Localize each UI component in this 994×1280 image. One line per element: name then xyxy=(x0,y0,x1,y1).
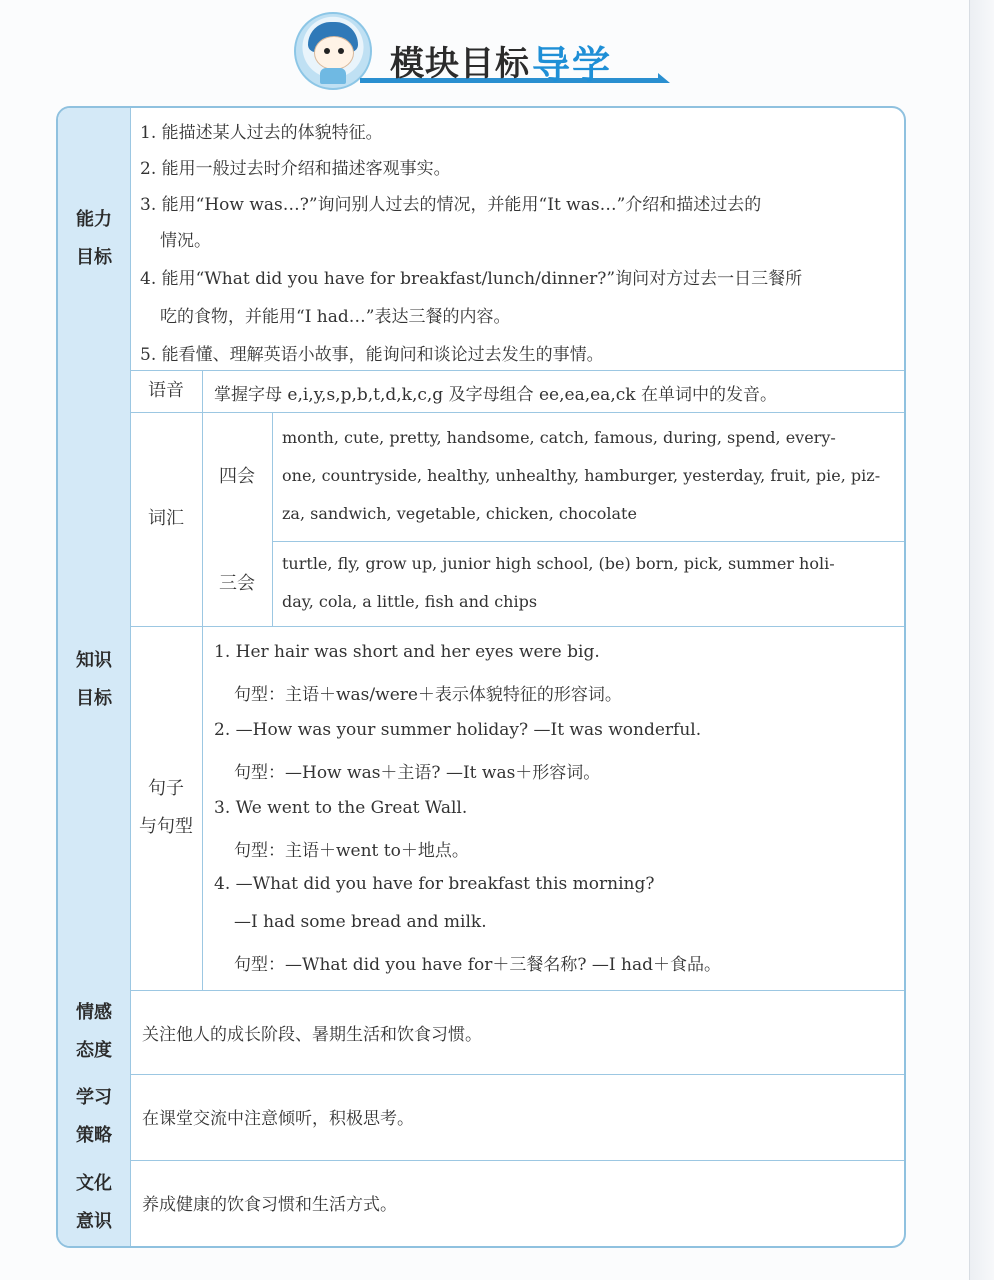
ability-line: 4. 能用“What did you have for breakfast/lunch/dinner?”询问对方过去一日三餐所 xyxy=(140,269,803,289)
culture-text: 养成健康的饮食习惯和生活方式。 xyxy=(142,1195,397,1215)
ability-line: 情况。 xyxy=(160,231,211,251)
ability-line: 5. 能看懂、理解英语小故事，能询问和谈论过去发生的事情。 xyxy=(140,345,604,365)
emotion-text: 关注他人的成长阶段、暑期生活和饮食习惯。 xyxy=(142,1025,482,1045)
ability-line: 1. 能描述某人过去的体貌特征。 xyxy=(140,123,383,143)
four-skills-label: 四会 xyxy=(219,465,255,487)
sentence-line: 句型：主语＋was/were＋表示体貌特征的形容词。 xyxy=(234,685,622,705)
culture-section xyxy=(58,1160,904,1246)
sentence-line: 句型：—What did you have for＋三餐名称? —I had＋食品。 xyxy=(234,955,721,975)
sentence-line: 句型：—How was＋主语? —It was＋形容词。 xyxy=(234,763,601,783)
sentence-line: 4. —What did you have for breakfast this morning? xyxy=(214,874,655,894)
sentence-line: 1. Her hair was short and her eyes were big. xyxy=(214,642,600,662)
objectives-table xyxy=(56,106,906,1248)
culture-label: 文化 意识 xyxy=(58,1160,131,1246)
strategy-text: 在课堂交流中注意倾听，积极思考。 xyxy=(142,1109,414,1129)
four-skills-line: one, countryside, healthy, unhealthy, hamburger, yesterday, fruit, pie, piz- xyxy=(282,466,881,485)
title-band xyxy=(360,34,660,87)
sentences-label: 句子 与句型 xyxy=(139,778,193,837)
knowledge-content xyxy=(130,370,904,990)
strategy-label: 学习 策略 xyxy=(58,1074,131,1160)
sentence-line: 3. We went to the Great Wall. xyxy=(214,798,468,818)
knowledge-label: 知识 目标 xyxy=(58,370,131,990)
phonics-label: 语音 xyxy=(148,380,184,401)
page-edge xyxy=(969,0,994,1280)
three-skills-label: 三会 xyxy=(219,572,255,594)
ability-section xyxy=(58,108,904,371)
emotion-section xyxy=(58,990,904,1075)
four-skills-line: month, cute, pretty, handsome, catch, famous, during, spend, every- xyxy=(282,428,836,447)
vocab-label: 词汇 xyxy=(148,508,184,529)
emotion-label: 情感 态度 xyxy=(58,990,131,1074)
three-skills-line: day, cola, a little, fish and chips xyxy=(282,592,538,611)
sentence-line: 2. —How was your summer holiday? —It was wonderful. xyxy=(214,720,702,740)
ability-label: 能力 目标 xyxy=(58,108,131,370)
phonics-text: 掌握字母 e,i,y,s,p,b,t,d,k,c,g 及字母组合 ee,ea,ea,ck 在单词中的发音。 xyxy=(214,385,777,405)
ability-line: 2. 能用一般过去时介绍和描述客观事实。 xyxy=(140,159,451,179)
ability-line: 3. 能用“How was…?”询问别人过去的情况，并能用“It was…”介绍和描述过去的 xyxy=(140,195,762,215)
four-skills-line: za, sandwich, vegetable, chicken, chocolate xyxy=(282,504,637,523)
module-header xyxy=(290,8,670,88)
strategy-section xyxy=(58,1074,904,1161)
sentence-line: 句型：主语＋went to＋地点。 xyxy=(234,841,469,861)
three-skills-line: turtle, fly, grow up, junior high school, (be) born, pick, summer holi- xyxy=(282,554,835,573)
knowledge-section xyxy=(58,370,904,991)
page-title-main: 模块目标 xyxy=(390,44,530,84)
ability-content xyxy=(130,108,904,370)
ability-line: 吃的食物，并能用“I had…”表达三餐的内容。 xyxy=(160,307,511,327)
page-title-accent: 导学 xyxy=(532,43,613,87)
sentence-line: —I had some bread and milk. xyxy=(234,912,487,932)
